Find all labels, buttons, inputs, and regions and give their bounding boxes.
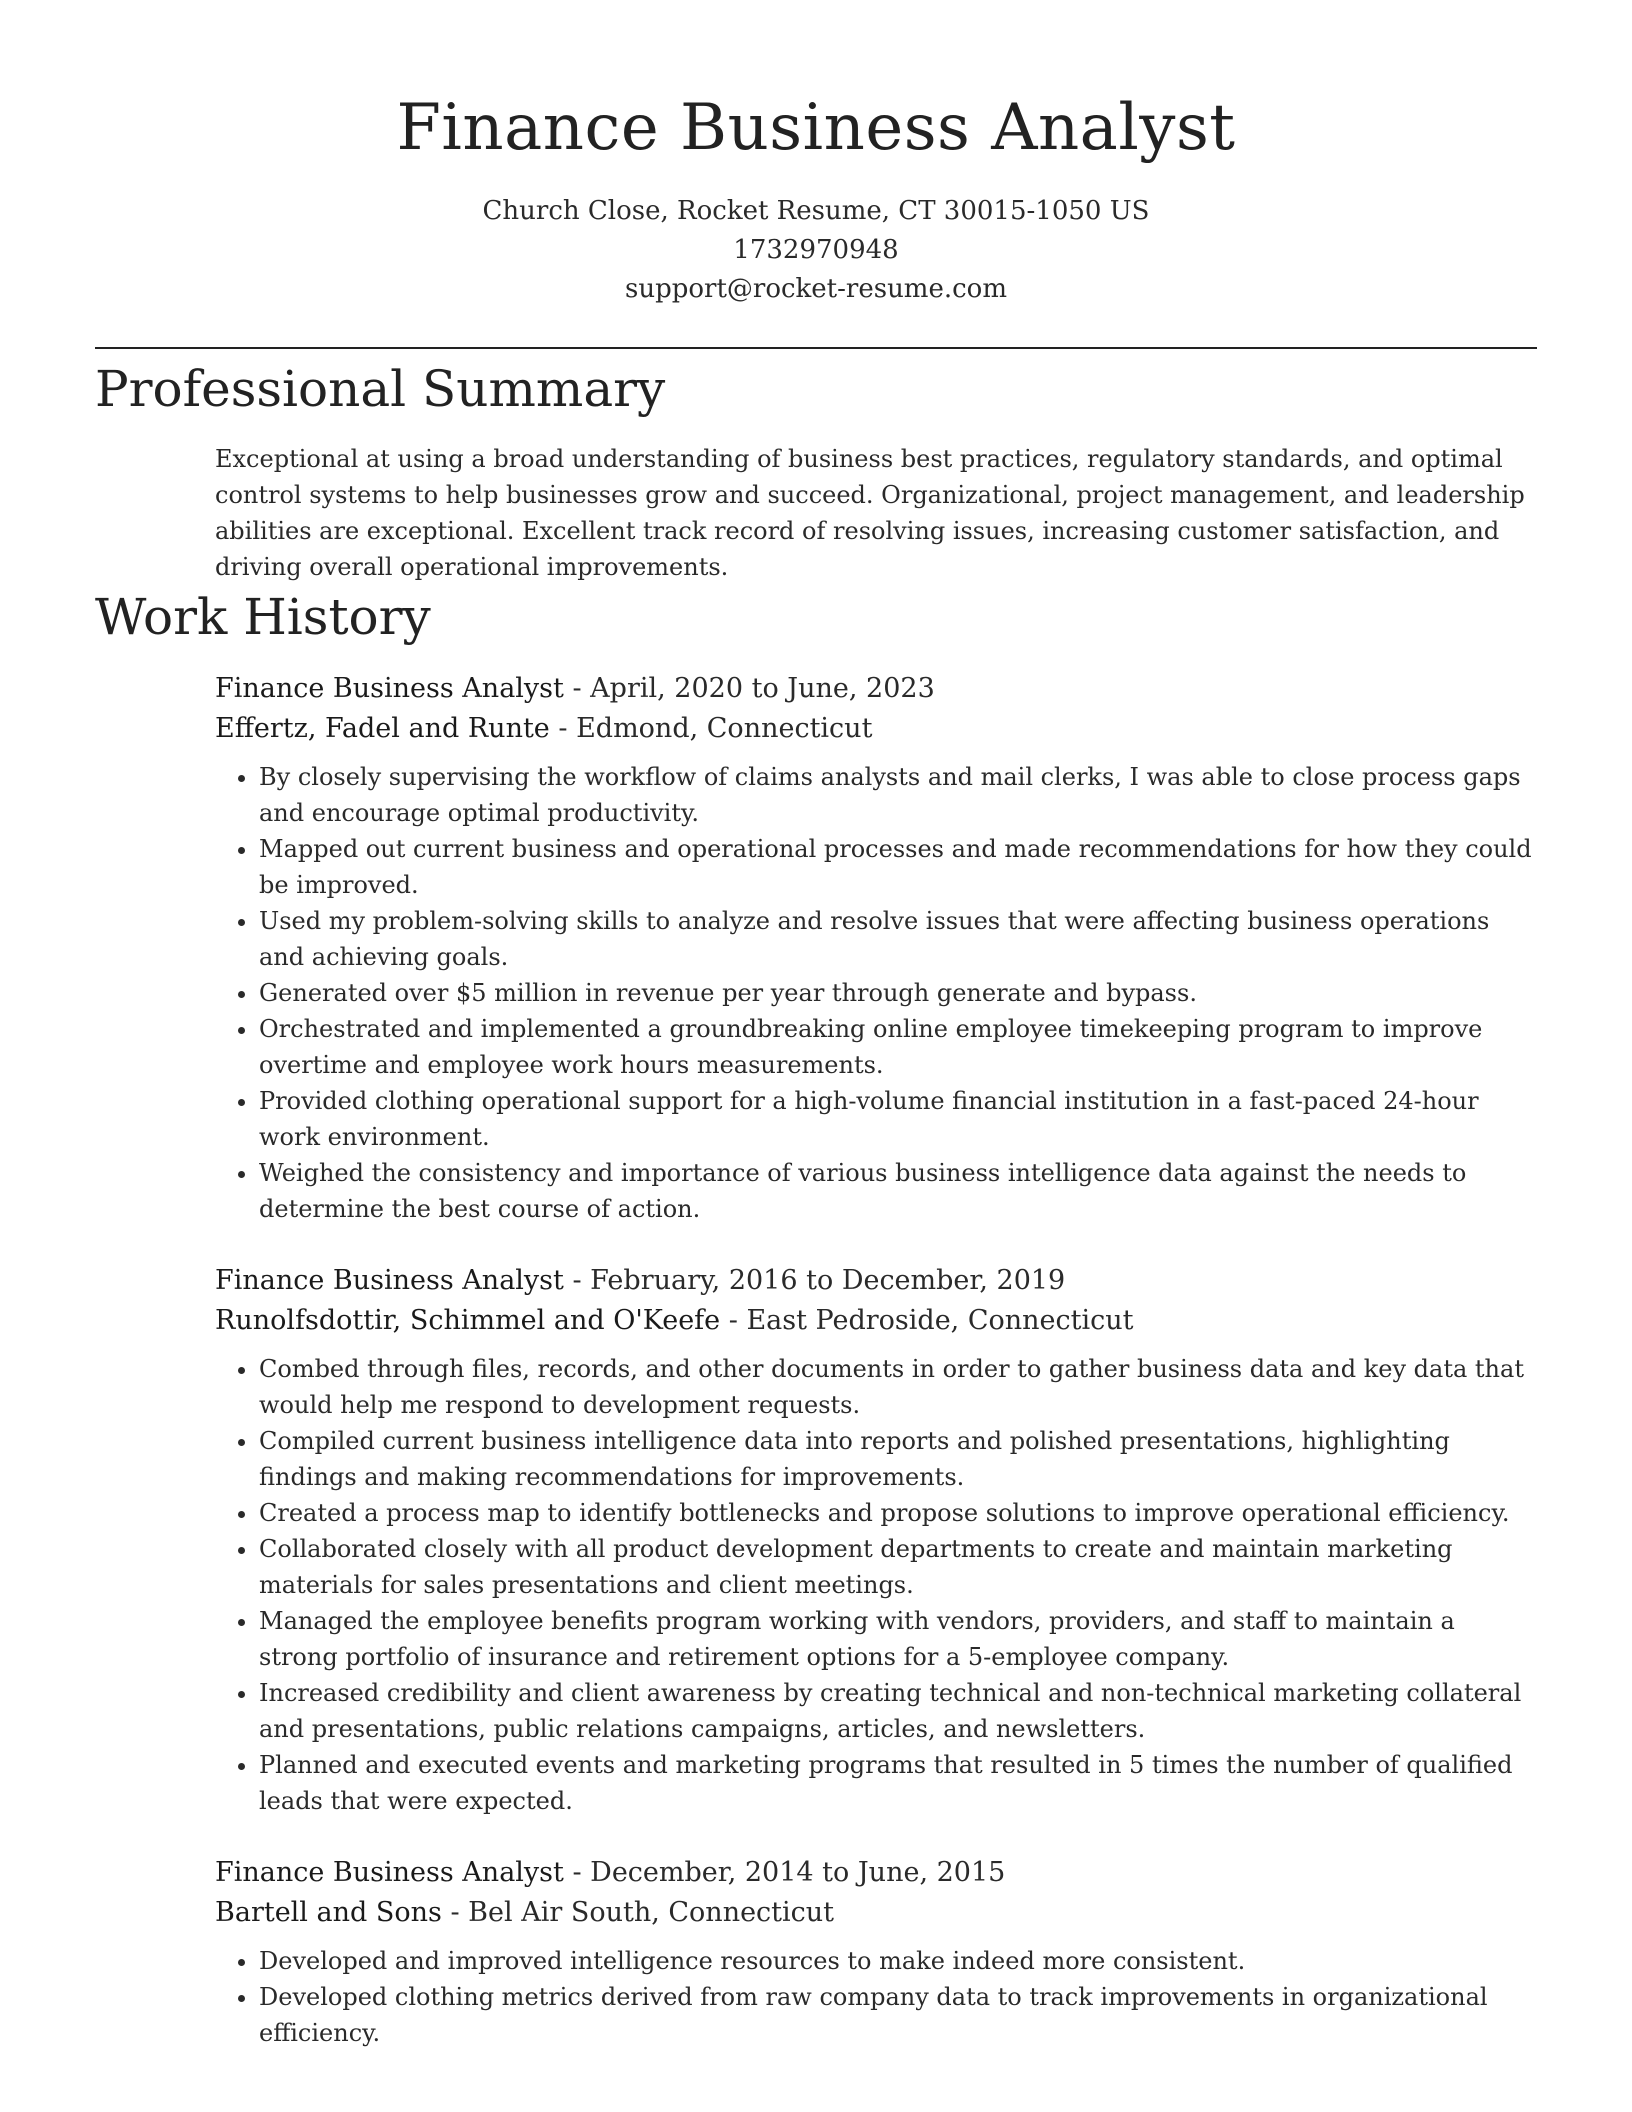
summary-text: Exceptional at using a broad understanding of business best practices, regulatory standards, and optimal control systems to help businesses grow and succeed. Organizational, project management, and leadership abilities are exceptional. Excellent track record of resolving issues, increasing customer satisfaction, and driving overall operational improvements.	[215, 445, 1525, 581]
job-bullet: • Managed the employee benefits program working with vendors, providers, and staff to maintain a strong portfolio of insurance and retirement options for a 5-employee company.	[259, 1603, 1537, 1675]
job-company-line	[215, 1301, 1537, 1341]
job-dates: - December, 2014 to June, 2015	[563, 1857, 1006, 1888]
job-bullet: • Used my problem-solving skills to analyze and resolve issues that were affecting business operations and achieving goals.	[259, 903, 1537, 975]
job-company: Effertz, Fadel and Runte	[215, 713, 550, 744]
job-entry	[215, 669, 1537, 1227]
job-bullets	[215, 1351, 1537, 1819]
job-company: Bartell and Sons	[215, 1897, 442, 1928]
phone-number: 1732970948	[733, 235, 899, 265]
job-bullet: • Compiled current business intelligence data into reports and polished presentations, highlighting findings and making recommendations for improvements.	[259, 1423, 1537, 1495]
job-location: - Edmond, Connecticut	[549, 713, 873, 744]
job-role: Finance Business Analyst	[215, 673, 564, 704]
job-role: Finance Business Analyst	[215, 1857, 564, 1888]
job-bullet: • Planned and executed events and marketing programs that resulted in 5 times the number of qualified leads that were expected.	[259, 1747, 1537, 1819]
job-role: Finance Business Analyst	[215, 1265, 564, 1296]
job-bullet: • By closely supervising the workflow of claims analysts and mail clerks, I was able to close process gaps and encourage optimal productivity.	[259, 759, 1537, 831]
job-dates: - February, 2016 to December, 2019	[563, 1265, 1066, 1296]
work-history-list	[95, 669, 1537, 2051]
header-divider	[95, 347, 1537, 349]
job-company-line	[215, 1893, 1537, 1933]
summary-heading: Professional Summary	[95, 360, 666, 418]
job-bullet: • Mapped out current business and operational processes and made recommendations for how they could be improved.	[259, 831, 1537, 903]
job-bullet: • Weighed the consistency and importance of various business intelligence data against the needs to determine the best course of action.	[259, 1155, 1537, 1227]
contact-info	[95, 192, 1537, 309]
job-bullet: • Developed and improved intelligence resources to make indeed more consistent.	[259, 1943, 1537, 1979]
email-address: support@rocket-resume.com	[624, 274, 1007, 304]
address: Church Close, Rocket Resume, CT 30015-1050 US	[482, 196, 1150, 226]
job-bullet: • Increased credibility and client awareness by creating technical and non-technical marketing collateral and presentations, public relations campaigns, articles, and newsletters.	[259, 1675, 1537, 1747]
job-bullets	[215, 1943, 1537, 2051]
job-bullet: • Generated over $5 million in revenue per year through generate and bypass.	[259, 975, 1537, 1011]
job-bullet: • Collaborated closely with all product development departments to create and maintain marketing materials for sales presentations and client meetings.	[259, 1531, 1537, 1603]
work-history-heading: Work History	[95, 588, 431, 646]
job-bullet: • Combed through files, records, and other documents in order to gather business data and key data that would help me respond to development requests.	[259, 1351, 1537, 1423]
candidate-name: Finance Business Analyst	[396, 91, 1236, 165]
job-bullet: • Orchestrated and implemented a groundbreaking online employee timekeeping program to improve overtime and employee work hours measurements.	[259, 1011, 1537, 1083]
job-entry	[215, 1261, 1537, 1819]
job-bullets	[215, 759, 1537, 1227]
job-title-line	[215, 1853, 1537, 1893]
job-bullet: • Provided clothing operational support for a high-volume financial institution in a fast-paced 24-hour work environment.	[259, 1083, 1537, 1155]
job-location: - Bel Air South, Connecticut	[441, 1897, 835, 1928]
job-company: Runolfsdottir, Schimmel and O'Keefe	[215, 1305, 721, 1336]
job-bullet: • Created a process map to identify bottlenecks and propose solutions to improve operational efficiency.	[259, 1495, 1537, 1531]
job-company-line	[215, 709, 1537, 749]
job-location: - East Pedroside, Connecticut	[720, 1305, 1134, 1336]
job-title-line	[215, 669, 1537, 709]
job-title-line	[215, 1261, 1537, 1301]
job-dates: - April, 2020 to June, 2023	[563, 673, 935, 704]
job-bullet: • Developed clothing metrics derived from raw company data to track improvements in organizational efficiency.	[259, 1979, 1537, 2051]
job-entry	[215, 1853, 1537, 2051]
resume-header	[95, 0, 1537, 309]
